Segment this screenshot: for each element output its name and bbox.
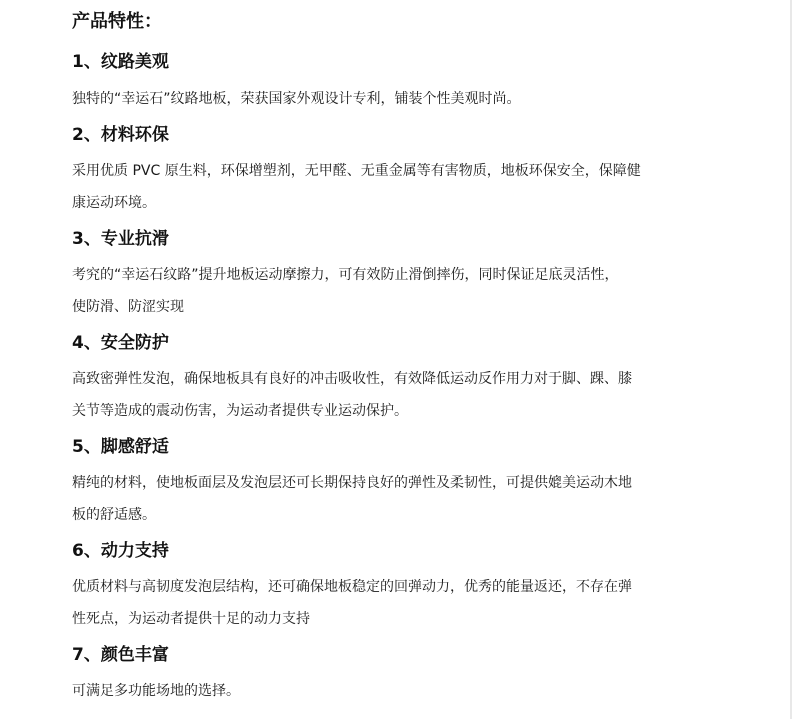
body-line: 性死点，为运动者提供十足的动力支持	[72, 611, 310, 627]
body-line: 板的舒适感。	[72, 507, 156, 523]
section-body-4	[72, 369, 722, 421]
section-heading-6: 6、动力支持	[72, 541, 169, 561]
body-line: 采用优质 PVC 原生料，环保增塑剂，无甲醛、无重金属等有害物质，地板环保安全，保障健	[72, 163, 641, 179]
section-heading-3: 3、专业抗滑	[72, 229, 169, 249]
section-body-5	[72, 473, 722, 525]
page-title: 产品特性：	[72, 11, 162, 32]
section-body-7	[72, 681, 722, 701]
body-line: 考究的“幸运石纹路”提升地板运动摩擦力，可有效防止滑倒摔伤，同时保证足底灵活性，	[72, 267, 619, 283]
section-heading-2: 2、材料环保	[72, 125, 169, 145]
body-line: 可满足多功能场地的选择。	[72, 683, 240, 699]
section-heading-5: 5、脚感舒适	[72, 437, 169, 457]
body-line: 使防滑、防涩实现	[72, 299, 184, 315]
body-line: 关节等造成的震动伤害，为运动者提供专业运动保护。	[72, 403, 408, 419]
section-body-3	[72, 265, 722, 317]
section-body-6	[72, 577, 722, 629]
body-line: 精纯的材料，使地板面层及发泡层还可长期保持良好的弹性及柔韧性，可提供媲美运动木地	[72, 475, 632, 491]
section-heading-7: 7、颜色丰富	[72, 645, 169, 665]
section-body-2	[72, 161, 722, 213]
body-line: 康运动环境。	[72, 195, 156, 211]
section-heading-1: 1、纹路美观	[72, 52, 169, 72]
section-body-1	[72, 89, 722, 109]
section-heading-4: 4、安全防护	[72, 333, 169, 353]
body-line: 独特的“幸运石”纹路地板，荣获国家外观设计专利，铺装个性美观时尚。	[72, 91, 521, 107]
body-line: 高致密弹性发泡，确保地板具有良好的冲击吸收性，有效降低运动反作用力对于脚、踝、膝	[72, 371, 632, 387]
body-line: 优质材料与高韧度发泡层结构，还可确保地板稳定的回弹动力，优秀的能量返还，不存在弹	[72, 579, 632, 595]
